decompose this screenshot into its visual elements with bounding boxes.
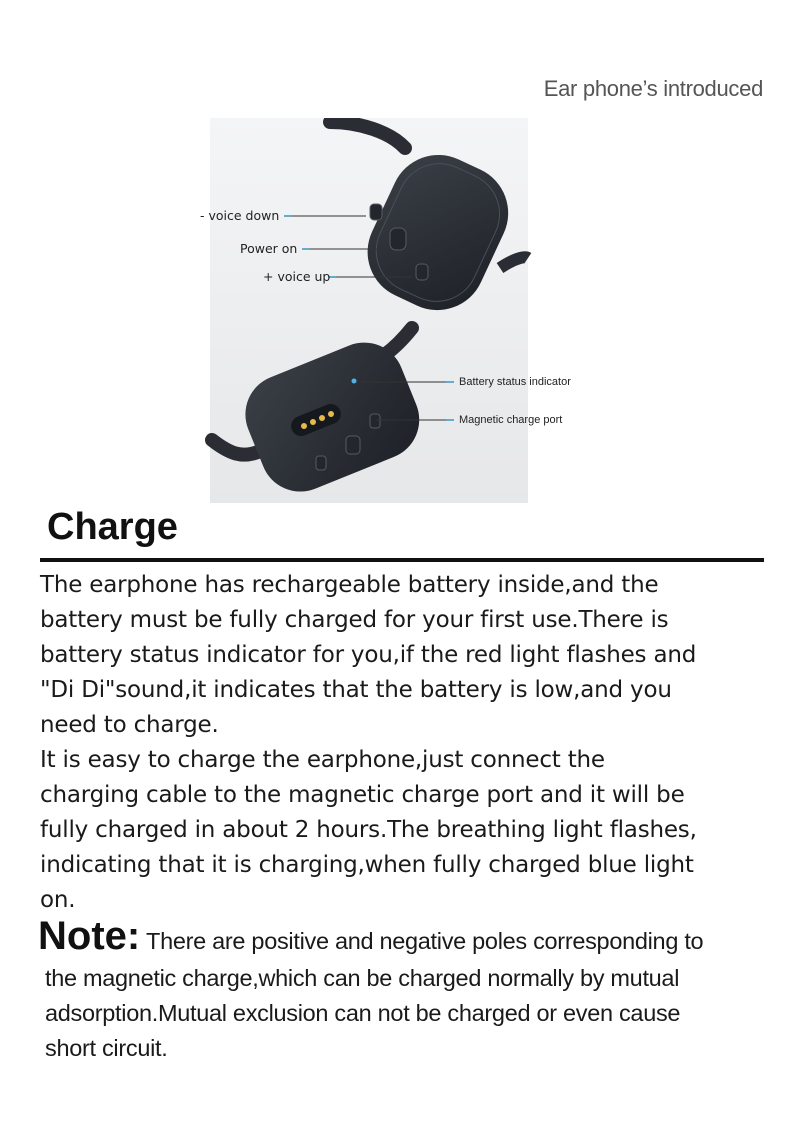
note-label: Note: [38, 914, 141, 958]
body-line: indicating that it is charging,when fully charged blue light [40, 852, 694, 878]
battery-indicator-light [352, 379, 357, 384]
charge-instructions [40, 568, 770, 918]
note-block [38, 914, 778, 1066]
note-first-line: There are positive and negative poles corresponding to [140, 928, 704, 954]
body-line: It is easy to charge the earphone,just connect the [40, 747, 605, 773]
callout-charge-port: Magnetic charge port [459, 414, 563, 426]
title-divider [40, 558, 764, 562]
voice-down-button [370, 204, 382, 220]
note-line: the magnetic charge,which can be charged normally by mutual [45, 965, 680, 991]
body-line: "Di Di"sound,it indicates that the battery is low,and you [40, 677, 672, 703]
callout-power-on: Power on [240, 241, 298, 256]
voice-up-button [416, 264, 428, 280]
body-line: charging cable to the magnetic charge port and it will be [40, 782, 685, 808]
body-line: battery must be fully charged for your first use.There is [40, 607, 669, 633]
body-line: need to charge. [40, 712, 219, 738]
callout-battery-indicator: Battery status indicator [459, 376, 571, 388]
power-button [390, 228, 406, 250]
earphone-illustration [180, 118, 610, 508]
body-line: fully charged in about 2 hours.The breathing light flashes, [40, 817, 697, 843]
callout-voice-down: - voice down [200, 208, 280, 223]
section-title: Charge [47, 506, 178, 548]
page-header: Ear phone’s introduced [543, 76, 763, 101]
note-line: short circuit. [45, 1035, 168, 1061]
callout-voice-up: + voice up [263, 269, 331, 284]
body-line: battery status indicator for you,if the red light flashes and [40, 642, 697, 668]
body-line: The earphone has rechargeable battery inside,and the [40, 572, 659, 598]
note-line: adsorption.Mutual exclusion can not be charged or even cause [45, 1000, 681, 1026]
body-line: on. [40, 887, 76, 913]
earphone-figure [180, 118, 610, 508]
